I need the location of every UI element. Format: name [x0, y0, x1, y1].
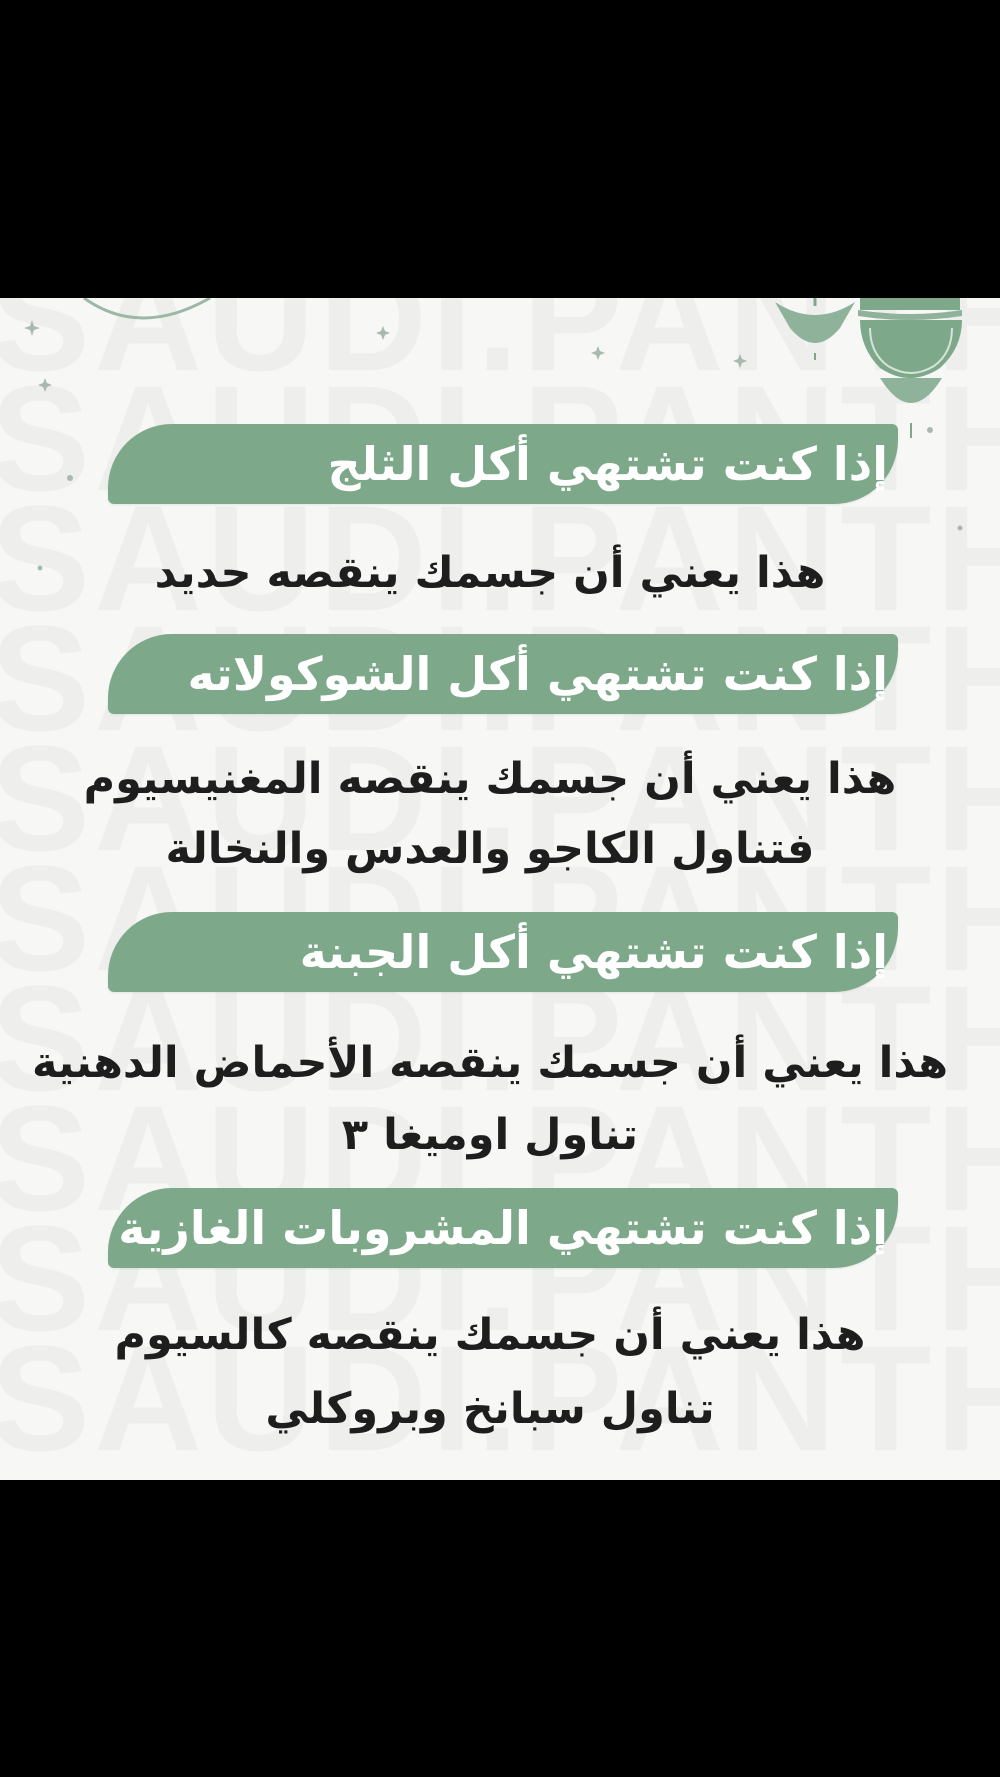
section-heading: إذا كنت تشتهي أكل الشوكولاته	[187, 647, 888, 701]
moon-outline-icon	[84, 298, 210, 318]
section-heading: إذا كنت تشتهي المشروبات الغازية	[118, 1201, 888, 1255]
section-line: تناول اوميغا ٣	[341, 1110, 639, 1160]
section-line: تناول سبانخ وبروكلي	[265, 1384, 715, 1434]
section-heading: إذا كنت تشتهي أكل الثلج	[327, 437, 888, 491]
section-heading: إذا كنت تشتهي أكل الجبنة	[299, 925, 888, 979]
content-card	[0, 298, 1000, 1480]
section-line: فتناول الكاجو والعدس والنخالة	[165, 824, 815, 874]
section-line: هذا يعني أن جسمك ينقصه المغنيسيوم	[83, 754, 897, 804]
hanging-lantern-icon	[775, 298, 962, 438]
section-line: هذا يعني أن جسمك ينقصه الأحماض الدهنية	[31, 1038, 949, 1088]
section-line: هذا يعني أن جسمك ينقصه كالسيوم	[114, 1310, 866, 1360]
section-line: هذا يعني أن جسمك ينقصه حديد	[154, 548, 826, 598]
